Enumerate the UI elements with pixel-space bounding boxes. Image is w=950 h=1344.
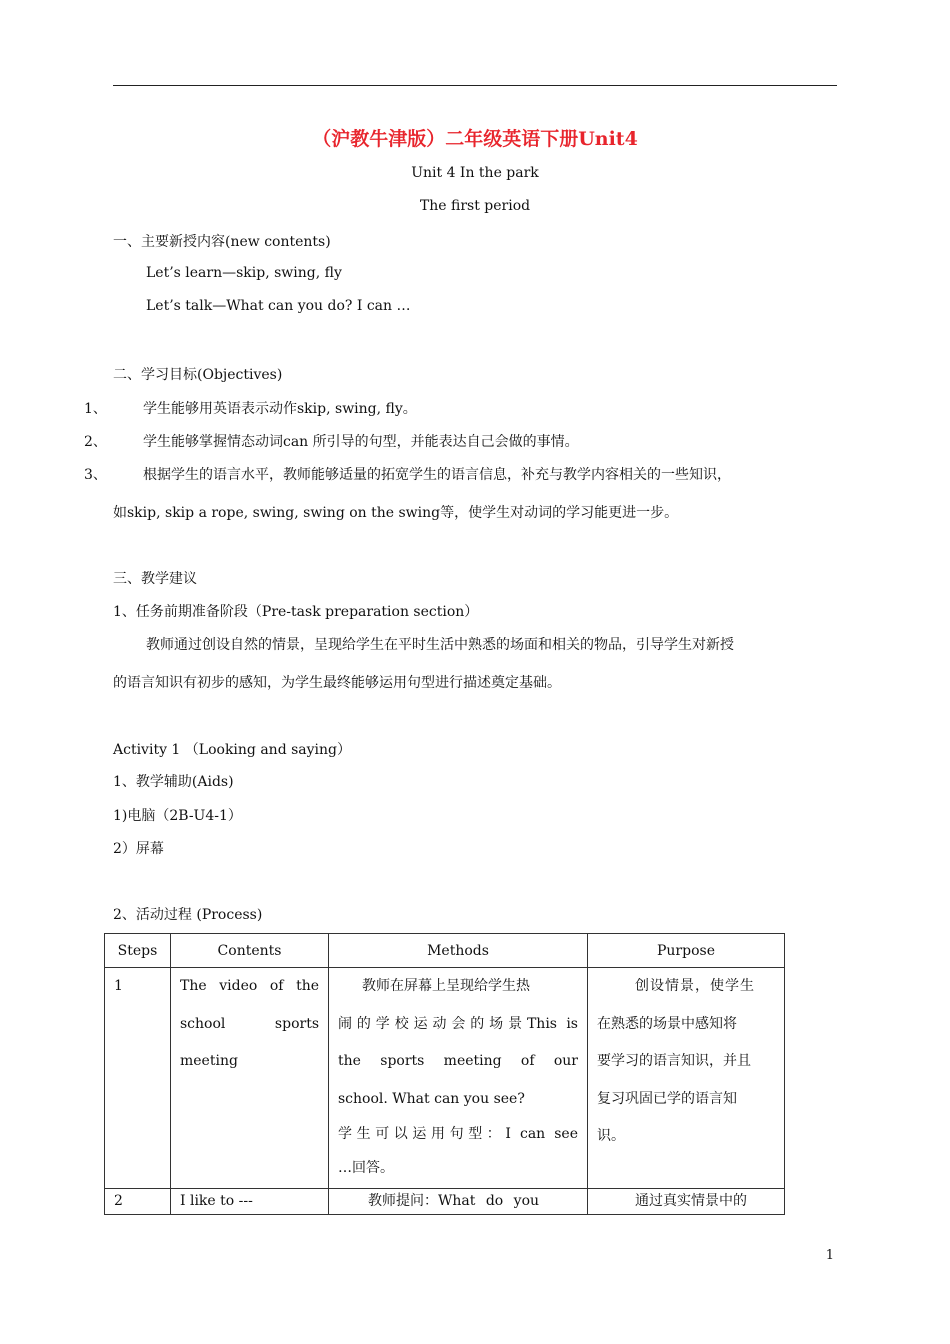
header-methods: Methods xyxy=(329,934,588,968)
contents-line: The video of the xyxy=(180,978,319,994)
objective-number: 3、 xyxy=(84,467,107,483)
aid-item: 2）屏幕 xyxy=(113,841,164,857)
section1-heading: 一、主要新授内容(new contents) xyxy=(113,234,331,250)
purpose-cell xyxy=(588,1188,785,1214)
methods-line: school. What can you see? xyxy=(338,1090,525,1107)
activity-title: Activity 1 （Looking and saying） xyxy=(113,742,351,758)
contents-cell xyxy=(171,968,329,1189)
unit-line: Unit 4 In the park xyxy=(411,165,539,181)
section3-heading: 三、教学建议 xyxy=(113,571,197,587)
pretask-heading: 1、任务前期准备阶段（Pre-task preparation section） xyxy=(113,604,479,620)
table-header-row xyxy=(105,934,785,968)
contents-line: school sports xyxy=(180,1015,319,1032)
objective-continuation: 如skip, skip a rope, swing, swing on the swing等，使学生对动词的学习能更进一步。 xyxy=(113,505,679,521)
step-cell xyxy=(105,968,171,1189)
aid-item: 1)电脑（2B-U4-1） xyxy=(113,808,242,824)
table-row xyxy=(105,1188,785,1214)
purpose-line: 识。 xyxy=(597,1128,625,1144)
objective-text: 学生能够用英语表示动作skip, swing, fly。 xyxy=(143,401,417,417)
purpose-line: 在熟悉的场景中感知将 xyxy=(597,1015,737,1032)
document-title: （沪教牛津版）二年级英语下册Unit4 xyxy=(312,128,638,150)
section1-line: Let’s learn—skip, swing, fly xyxy=(146,265,342,281)
header-steps: Steps xyxy=(105,934,171,968)
objective-number: 1、 xyxy=(84,401,107,417)
objective-text: 学生能够掌握情态动词can 所引导的句型，并能表达自己会做的事情。 xyxy=(143,434,579,450)
methods-line: 教师提问：What do you xyxy=(368,1192,540,1209)
contents-cell xyxy=(171,1188,329,1214)
step-number: 1 xyxy=(114,978,123,994)
methods-line: 学生可以运用句型：I can see xyxy=(338,1126,578,1142)
header-purpose: Purpose xyxy=(588,934,785,968)
purpose-line: 通过真实情景中的 xyxy=(635,1192,747,1209)
methods-line: the sports meeting of our xyxy=(338,1053,578,1069)
purpose-line: 创设情景，使学生 xyxy=(635,978,755,994)
period-line: The first period xyxy=(419,198,531,214)
contents-line: I like to --- xyxy=(180,1192,253,1209)
purpose-line: 要学习的语言知识，并且 xyxy=(597,1053,751,1069)
header-rule xyxy=(113,85,837,86)
process-heading: 2、活动过程 (Process) xyxy=(113,907,263,923)
table-row xyxy=(105,968,785,1189)
header-contents: Contents xyxy=(171,934,329,968)
objective-text: 根据学生的语言水平，教师能够适量的拓宽学生的语言信息，补充与教学内容相关的一些知识， xyxy=(143,467,731,483)
pretask-paragraph-line: 教师通过创设自然的情景，呈现给学生在平时生活中熟悉的场面和相关的物品，引导学生对新授 xyxy=(146,637,734,653)
section1-line: Let’s talk—What can you do? I can … xyxy=(146,298,411,314)
methods-cell xyxy=(329,968,588,1189)
process-table xyxy=(104,933,785,1215)
methods-line: 教师在屏幕上呈现给学生热 xyxy=(362,978,530,994)
objective-number: 2、 xyxy=(84,434,107,450)
methods-line: 闹的学校运动会的场景This is xyxy=(338,1015,578,1032)
aids-heading: 1、教学辅助(Aids) xyxy=(113,774,234,790)
pretask-paragraph-line: 的语言知识有初步的感知，为学生最终能够运用句型进行描述奠定基础。 xyxy=(113,675,561,691)
section2-heading: 二、学习目标(Objectives) xyxy=(113,367,283,383)
methods-cell xyxy=(329,1188,588,1214)
contents-line: meeting xyxy=(180,1053,238,1069)
step-cell xyxy=(105,1188,171,1214)
purpose-cell xyxy=(588,968,785,1189)
step-number: 2 xyxy=(114,1192,123,1209)
purpose-line: 复习巩固已学的语言知 xyxy=(597,1090,737,1107)
methods-line: …回答。 xyxy=(338,1160,394,1176)
page-number: 1 xyxy=(825,1248,834,1263)
